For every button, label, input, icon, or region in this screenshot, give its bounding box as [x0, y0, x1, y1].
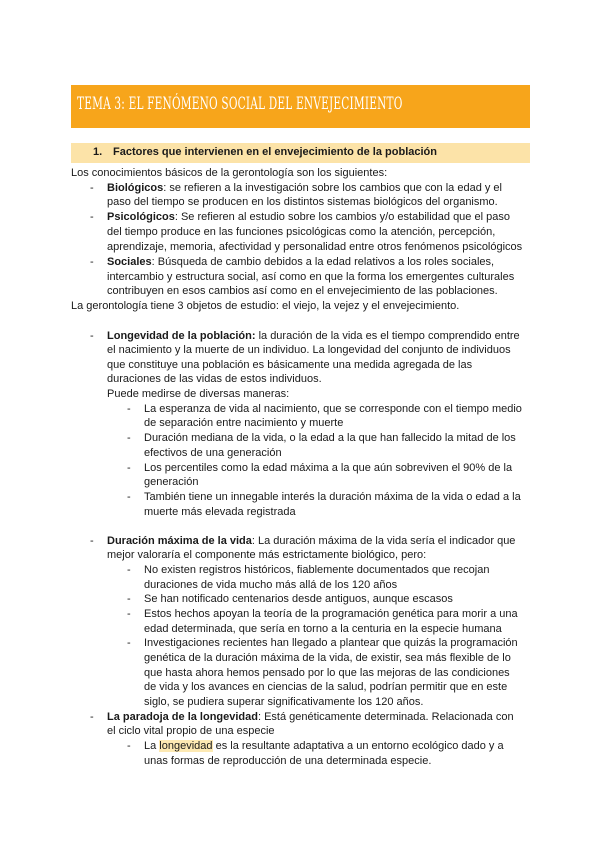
sub-item-text: Los percentiles como la edad máxima a la que aún sobreviven el 90% de la — [144, 462, 513, 474]
sub-bullet-dash: - — [127, 432, 131, 444]
sub-item-text: La longevidad es la resultante adaptativa a un entorno ecológico dado y a — [144, 740, 504, 752]
list-item-psicologicos: Psicológicos: Se refieren al estudio sobre los cambios y/o estabilidad que el paso — [107, 211, 510, 223]
sub-item-text: Se han notificado centenarios desde antiguos, aunque escasos — [144, 593, 453, 605]
term-duracion: Duración máxima de la vida — [107, 535, 252, 547]
sub-bullet-dash: - — [127, 740, 131, 752]
sub-item-text: La esperanza de vida al nacimiento, que se corresponde con el tiempo medio — [144, 403, 522, 415]
sub-bullet-dash: - — [127, 462, 131, 474]
text-line: de separación entre nacimiento y muerte — [144, 417, 344, 429]
section-number: 1. — [93, 146, 103, 158]
term-longevidad: Longevidad de la población: — [107, 330, 256, 342]
bullet-dash: - — [90, 256, 94, 268]
sub-bullet-dash: - — [127, 608, 131, 620]
text-line: el nacimiento y la muerte de un individuo. La longevidad del conjunto de individuos — [107, 344, 511, 356]
list-item-longevidad: Longevidad de la población: la duración de la vida es el tiempo comprendido entre — [107, 330, 520, 342]
sub-bullet-dash: - — [127, 564, 131, 576]
sub-item-text: También tiene un innegable interés la duración máxima de la vida o edad a la — [144, 491, 521, 503]
term-biologicos: Biológicos — [107, 182, 164, 194]
text-line: del tiempo produce en las funciones psicológicas como la atención, percepción, — [107, 226, 496, 238]
objects-text: La gerontología tiene 3 objetos de estudio: el viejo, la vejez y el envejecimiento. — [71, 300, 460, 312]
text-line: de vida y los avances en ciencias de la salud, podrían permitir que en este — [144, 681, 508, 693]
text-line: Puede medirse de diversas maneras: — [107, 388, 290, 400]
list-item-sociales: Sociales: Búsqueda de cambio debidos a la edad relativos a los roles sociales, — [107, 256, 495, 268]
text-line: generación — [144, 476, 199, 488]
bullet-dash: - — [90, 211, 94, 223]
sub-bullet-dash: - — [127, 403, 131, 415]
page-title: TEMA 3: EL FENÓMENO SOCIAL DEL ENVEJECIMIENTO — [77, 94, 403, 114]
text-line: el ciclo vital propio de una especie — [107, 725, 275, 737]
text-line: siglo, se pudiera superar significativamente los 120 años. — [144, 696, 424, 708]
term-psicologicos: Psicológicos — [107, 211, 175, 223]
bullet-dash: - — [90, 711, 94, 723]
list-item-paradoja: La paradoja de la longevidad: Está genéticamente determinada. Relacionada con — [107, 711, 514, 723]
bullet-dash: - — [90, 535, 94, 547]
bullet-dash: - — [90, 182, 94, 194]
text-line: paso del tiempo se producen en los distintos sistemas biológicos del organismo. — [107, 196, 498, 208]
text-line: duraciones de las vidas de estos individuos. — [107, 373, 322, 385]
list-item-duracion: Duración máxima de la vida: La duración máxima de la vida sería el indicador que — [107, 535, 516, 547]
sub-bullet-dash: - — [127, 491, 131, 503]
section-title: Factores que intervienen en el envejecimiento de la población — [113, 146, 437, 158]
sub-item-text: Estos hechos apoyan la teoría de la programación genética para morir a una — [144, 608, 518, 620]
sub-bullet-dash: - — [127, 593, 131, 605]
text-line: genética de la duración máxima de la vida, de existir, sea más flexible de lo — [144, 652, 511, 664]
sub-bullet-dash: - — [127, 637, 131, 649]
text-line: muerte más elevada registrada — [144, 506, 296, 518]
text-line: intercambio y estructura social, así como en que la forma los emergentes culturales — [107, 271, 515, 283]
text-line: que hasta ahora hemos pensado por lo que las mejoras de las condiciones — [144, 667, 510, 679]
text-line: edad determinada, que sería en torno a la centuria en la especie humana — [144, 623, 502, 635]
sub-item-text: No existen registros históricos, fiablemente documentados que recojan — [144, 564, 490, 576]
intro-text: Los conocimientos básicos de la gerontología son los siguientes: — [71, 167, 388, 179]
bullet-dash: - — [90, 330, 94, 342]
text-line: unas formas de reproducción de una determinada especie. — [144, 755, 432, 767]
text-line: aprendizaje, memoria, afectividad y personalidad entre otros fenómenos psicológicos — [107, 241, 523, 253]
list-item-biologicos: Biológicos: se refieren a la investigación sobre los cambios que con la edad y el — [107, 182, 502, 194]
term-sociales: Sociales — [107, 256, 152, 268]
text-line: efectivos de una generación — [144, 447, 282, 459]
text-line: contribuyen en esos cambios así como en el envejecimiento de las poblaciones. — [107, 285, 498, 297]
title-banner — [71, 85, 530, 128]
term-paradoja: La paradoja de la longevidad — [107, 711, 258, 723]
text-line: que constituye una población es básicamente una medida agregada de las — [107, 359, 473, 371]
sub-item-text: Duración mediana de la vida, o la edad a la que han fallecido la mitad de los — [144, 432, 516, 444]
text-line: duraciones de vida mucho más allá de los 120 años — [144, 579, 398, 591]
section-heading — [71, 143, 530, 163]
sub-item-text: Investigaciones recientes han llegado a plantear que quizás la programación — [144, 637, 518, 649]
text-line: mejor valoraría el componente más estrictamente biológico, pero: — [107, 549, 427, 561]
highlighted-word: longevidad — [159, 740, 213, 752]
